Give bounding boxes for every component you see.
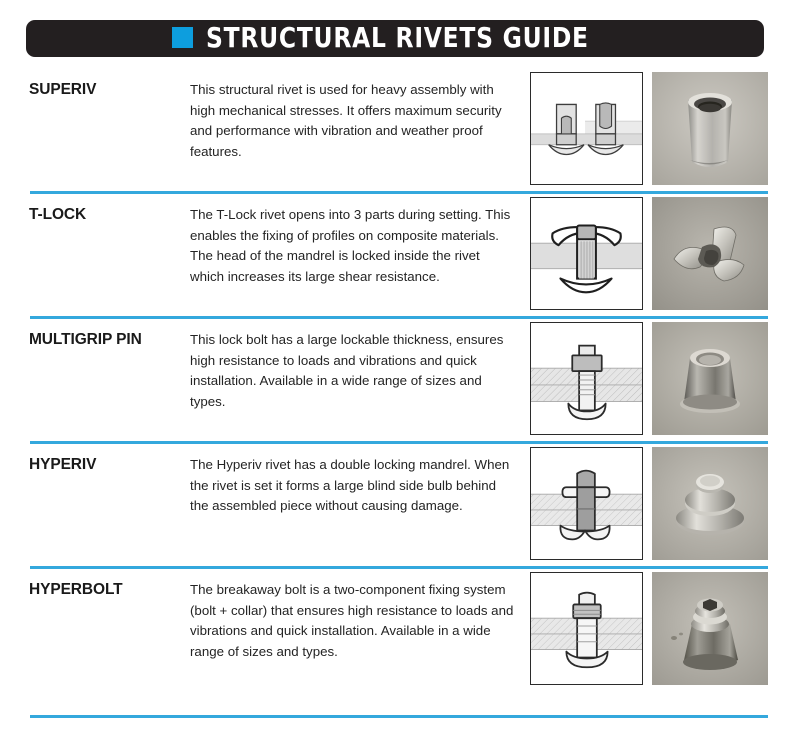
rivet-name: HYPERIV: [29, 456, 97, 473]
guide-header: [26, 20, 764, 57]
hyperbolt-rivet-photo: [652, 572, 768, 685]
rivet-list: [0, 66, 800, 691]
hyperbolt-cross-section-diagram: [530, 572, 643, 685]
rivet-description: This structural rivet is used for heavy assembly with high mechanical stresses. It offers maximum security and performance with vibration and weather proof features.: [190, 82, 502, 159]
page-title: STRUCTURAL RIVETS GUIDE: [206, 20, 589, 54]
rivet-description: The breakaway bolt is a two-component fixing system (bolt + collar) that ensures high resistance to loads and vibrations and quick installation. Available in a wide range of sizes and types.: [190, 582, 514, 659]
list-item: [0, 316, 800, 441]
rivet-description: The T-Lock rivet opens into 3 parts during setting. This enables the fixing of profiles on composite materials. The head of the mandrel is locked inside the rivet which increases its large shear resistance.: [190, 207, 511, 284]
hyperiv-cross-section-diagram: [530, 447, 643, 560]
rivet-name: T-LOCK: [29, 206, 87, 223]
bottom-divider: [30, 715, 768, 718]
superiv-cross-section-diagram: [530, 72, 643, 185]
header-bar: [26, 20, 764, 57]
rivet-description: The Hyperiv rivet has a double locking mandrel. When the rivet is set it forms a large blind side bulb behind the assembled piece without causing damage.: [190, 457, 510, 513]
list-item: [0, 66, 800, 191]
list-item: [0, 441, 800, 566]
rivet-description: This lock bolt has a large lockable thickness, ensures high resistance to loads and vibrations and quick installation. Available in a wide range of sizes and types.: [190, 332, 504, 409]
t-lock-cross-section-diagram: [530, 197, 643, 310]
rivet-name: SUPERIV: [29, 81, 97, 98]
hyperiv-rivet-photo: [652, 447, 768, 560]
superiv-rivet-photo: [652, 72, 768, 185]
rivet-name: MULTIGRIP PIN: [29, 331, 142, 348]
multigrip-pin-cross-section-diagram: [530, 322, 643, 435]
list-item: [0, 191, 800, 316]
rivet-name: HYPERBOLT: [29, 581, 123, 598]
t-lock-rivet-photo: [652, 197, 768, 310]
multigrip-pin-rivet-photo: [652, 322, 768, 435]
accent-square-icon: [172, 27, 193, 48]
list-item: [0, 566, 800, 691]
